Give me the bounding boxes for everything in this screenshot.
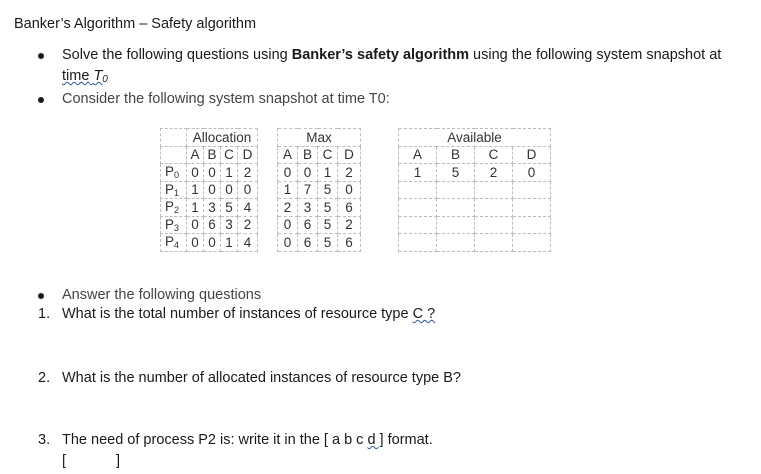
- process-label: P1: [161, 181, 187, 199]
- question-1: What is the total number of instances of resource type C ?: [62, 306, 436, 322]
- answer-bracket-open: [: [62, 453, 67, 469]
- available-c: 2: [475, 164, 513, 182]
- answer-bracket-close: ]: [116, 453, 121, 469]
- resource-type-row: A B C D A B C D A B C D: [161, 146, 551, 164]
- question-3-number: 3.: [38, 432, 51, 448]
- allocation-header: Allocation: [187, 129, 258, 147]
- process-label: P0: [161, 164, 187, 182]
- question-3: The need of process P2 is: write it in the [ a b c d ] format.: [62, 432, 433, 448]
- process-label: P2: [161, 199, 187, 217]
- process-row-p3: P3 0 6 3 2 0 6 5 2: [161, 216, 551, 234]
- bullet-3: Answer the following questions: [62, 287, 262, 303]
- question-1-number: 1.: [38, 306, 51, 322]
- available-a: 1: [399, 164, 437, 182]
- bullet-dot: [38, 293, 44, 299]
- question-2-number: 2.: [38, 370, 51, 386]
- process-label: P3: [161, 216, 187, 234]
- bullet-dot: [38, 53, 44, 59]
- bullet-2: Consider the following system snapshot at time T0:: [62, 91, 390, 107]
- max-header: Max: [278, 129, 361, 147]
- process-row-p1: P1 1 0 0 0 1 7 5 0: [161, 181, 551, 199]
- process-row-p4: P4 0 0 1 4 0 6 5 6: [161, 234, 551, 252]
- bullet-1-line-1: Solve the following questions using Banker’s safety algorithm using the following system snapshot at: [62, 47, 722, 63]
- available-b: 5: [437, 164, 475, 182]
- process-label: P4: [161, 234, 187, 252]
- available-d: 0: [513, 164, 551, 182]
- page-title: Banker’s Algorithm – Safety algorithm: [14, 16, 257, 32]
- available-header: Available: [399, 129, 551, 147]
- system-snapshot-table: [160, 128, 551, 252]
- process-row-p2: P2 1 3 5 4 2 3 5 6: [161, 199, 551, 217]
- bullet-1-line-2: time $T_0$: [62, 68, 108, 85]
- process-row-p0: P0 0 0 1 2 0 0 1 2 1 5 2 0: [161, 164, 551, 182]
- question-2: What is the number of allocated instances of resource type B?: [62, 370, 461, 386]
- bullet-dot: [38, 97, 44, 103]
